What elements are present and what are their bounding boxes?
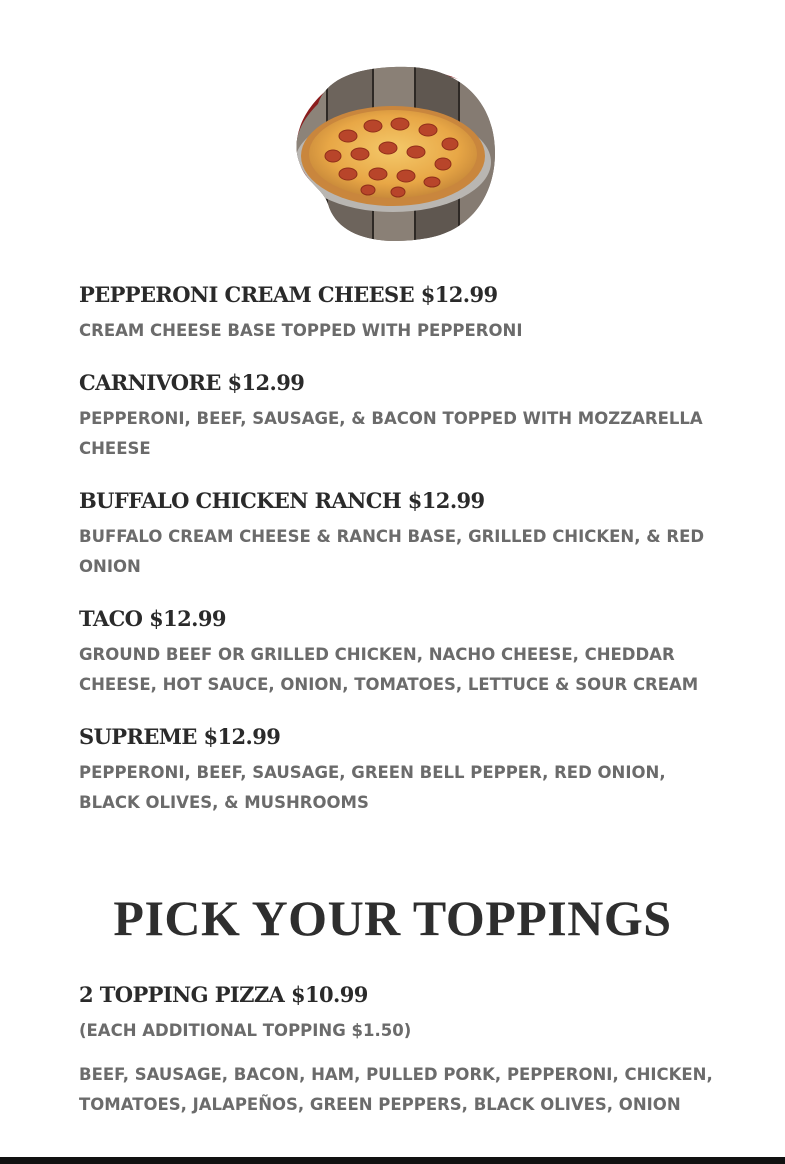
section-heading: PICK YOUR TOPPINGS — [113, 890, 672, 946]
additional-topping-note: (EACH ADDITIONAL TOPPING $1.50) — [79, 1021, 412, 1040]
specialty-pizza-list — [79, 278, 719, 838]
menu-item-description: CREAM CHEESE BASE TOPPED WITH PEPPERONI — [79, 321, 523, 340]
bottom-divider — [0, 1157, 785, 1164]
menu-item — [79, 278, 719, 346]
menu-item — [79, 720, 719, 818]
pepperoni-pizza-image — [288, 64, 498, 242]
topping-pizza-title: 2 TOPPING PIZZA $10.99 — [79, 982, 368, 1007]
menu-item-description: BUFFALO CREAM CHEESE & RANCH BASE, GRILLED CHICKEN, & RED ONION — [79, 527, 705, 576]
menu-item-title: CARNIVORE $12.99 — [79, 370, 305, 395]
toppings-list: BEEF, SAUSAGE, BACON, HAM, PULLED PORK, PEPPERONI, CHICKEN, TOMATOES, JALAPEÑOS, GREEN PEPPERS, BLACK OLIVES, ONION — [79, 1065, 713, 1114]
menu-item-title: TACO $12.99 — [79, 606, 226, 631]
menu-item-description: PEPPERONI, BEEF, SAUSAGE, & BACON TOPPED WITH MOZZARELLA CHEESE — [79, 409, 703, 458]
menu-item-title: PEPPERONI CREAM CHEESE $12.99 — [79, 282, 498, 307]
toppings-section — [79, 978, 719, 1120]
menu-item — [79, 602, 719, 700]
menu-item-title: SUPREME $12.99 — [79, 724, 281, 749]
menu-item — [79, 484, 719, 582]
menu-item-description: PEPPERONI, BEEF, SAUSAGE, GREEN BELL PEPPER, RED ONION, BLACK OLIVES, & MUSHROOMS — [79, 763, 666, 812]
menu-item-description: GROUND BEEF OR GRILLED CHICKEN, NACHO CHEESE, CHEDDAR CHEESE, HOT SAUCE, ONION, TOMATOES, LETTUCE & SOUR CREAM — [79, 645, 699, 694]
menu-item-title: BUFFALO CHICKEN RANCH $12.99 — [79, 488, 485, 513]
menu-item — [79, 366, 719, 464]
